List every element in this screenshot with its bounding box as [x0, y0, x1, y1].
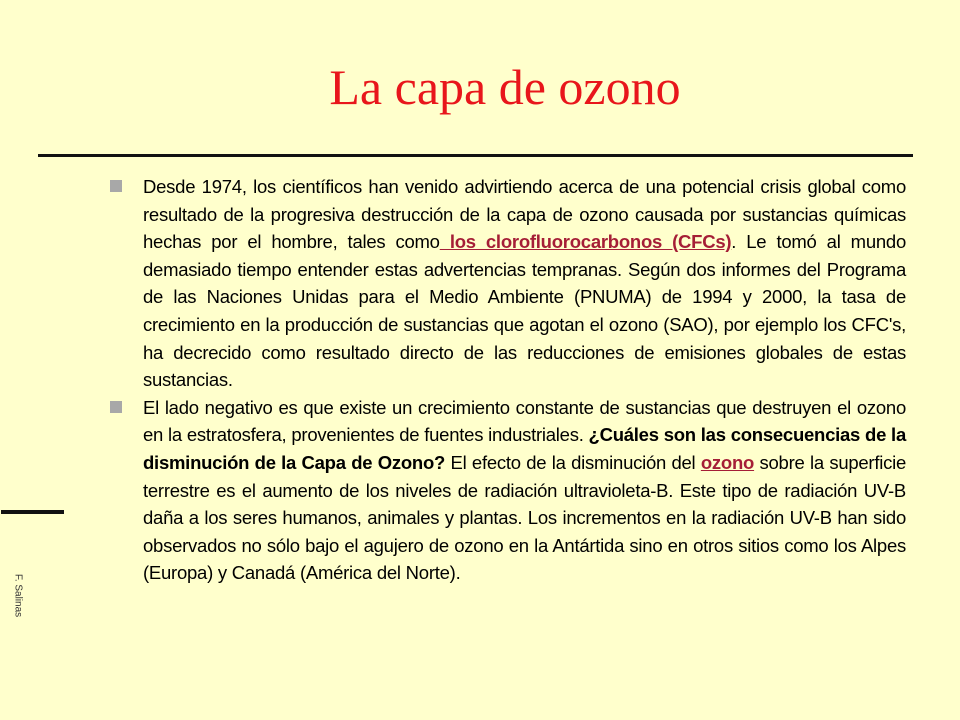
bullet-2-question: ¿Cuáles son las consecuencias de la disminución de la Capa de Ozono?	[143, 424, 906, 473]
cfc-link[interactable]: los clorofluorocarbonos (CFCs)	[439, 231, 732, 253]
ozono-link[interactable]: ozono	[700, 451, 755, 473]
bullet-square-icon	[110, 180, 122, 192]
bullet-square-icon	[110, 401, 122, 413]
bullet-item-1	[110, 173, 906, 394]
side-divider	[1, 510, 64, 514]
bullet-2-text-c: sobre la superficie terrestre es el aumento de los niveles de radiación ultravioleta-B. Este tipo de radiación UV-B daña a los seres humanos, animales y plantas. Los incrementos en la radiación UV-B han sido observados no sólo bajo el agujero de ozono en la Antártida sino en otros sitios como los Alpes (Europa) y Canadá (América del Norte).	[143, 451, 906, 584]
slide-title: La capa de ozono	[329, 59, 681, 115]
bullet-2-text-a: El lado negativo es que existe un crecimiento constante de sustancias que destruyen el ozono en la estratosfera, provenientes de fuentes industriales.	[143, 396, 906, 446]
bullet-2-text-b: El efecto de la disminución del	[445, 451, 701, 473]
bullet-1-text-a: Desde 1974, los científicos han venido advirtiendo acerca de una potencial crisis global como resultado de la progresiva destrucción de la capa de ozono causada por sustancias químicas hechas por el hombre, tales como	[143, 176, 906, 253]
bullet-1-text-b: . Le tomó al mundo demasiado tiempo entender estas advertencias tempranas. Según dos informes del Programa de las Naciones Unidas para el Medio Ambiente (PNUMA) de 1994 y 2000, la tasa de crecimiento en la producción de sustancias que agotan el ozono (SAO), por ejemplo los CFC's, ha decrecido como resultado directo de las reducciones de emisiones globales de estas sustancias.	[143, 231, 906, 391]
slide-content	[110, 173, 906, 587]
title-divider	[38, 154, 913, 157]
bullet-item-2	[110, 394, 906, 587]
author-credit: F. Salinas	[12, 573, 24, 618]
